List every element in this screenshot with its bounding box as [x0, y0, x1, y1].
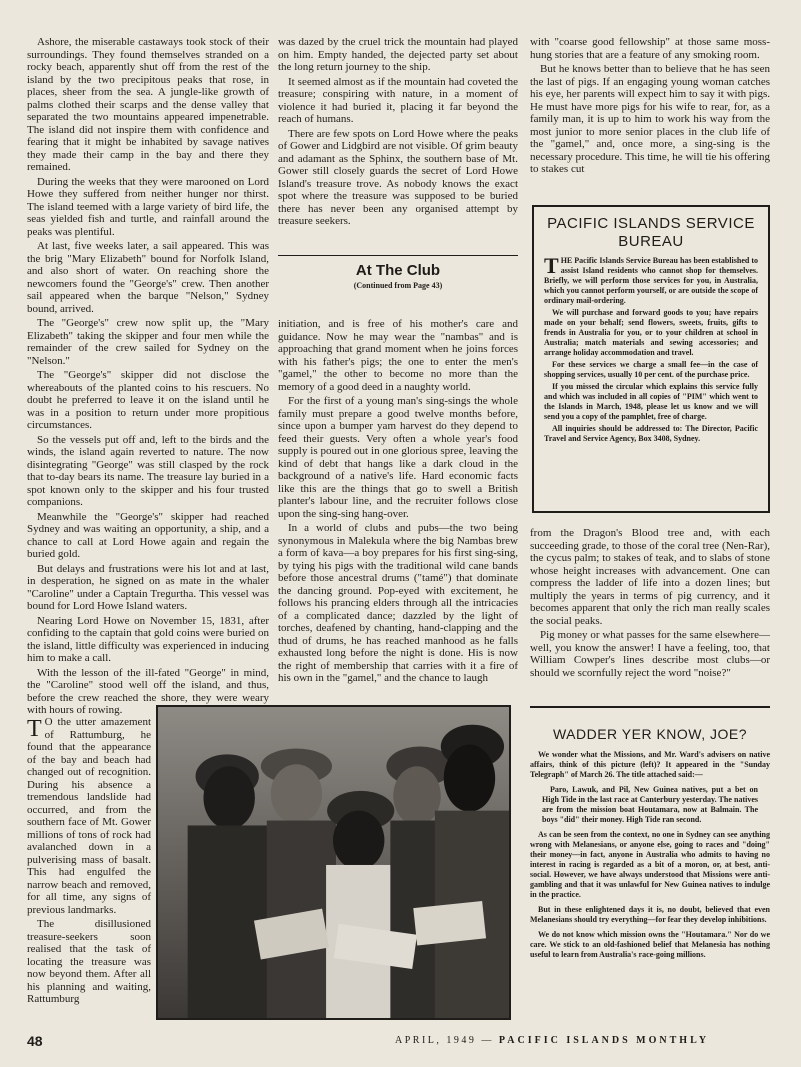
paragraph: We do not know which mission owns the "Houtamara." Nor do we care. We stick to an old-fashioned belief that Melanesia has nothing useful to learn from Australia's race-going millions.: [530, 930, 770, 959]
paragraph: During the weeks that they were marooned on Lord Howe they suffered from neither hunger nor thirst. The island teemed with a large variety of bird life, the seas yielded fish and turtle, and rainfall around the peaks was plentiful.: [27, 175, 269, 238]
paragraph: For these services we charge a small fee—in the case of shopping services, usually 10 per cent. of the purchase price.: [544, 360, 758, 379]
paragraph: For the first of a young man's sing-sings the whole family must prepare a good twelve months before, since upon a bumper yam harvest do they depend to feed their guests. Very often a whole year's food supply is poured out in one glorious spree, leaving the kind of debt that hangs like a dark cloud in the background of a native's life. Hard economic facts like this are the things that go to swell a British planter's labour line, and the recruiter follows close upon the sing-sing hang-over.: [278, 395, 518, 520]
magazine-name: PACIFIC ISLANDS MONTHLY: [498, 1035, 710, 1046]
club-heading: [278, 262, 518, 290]
club-article-column: [278, 318, 518, 687]
paragraph: In a world of clubs and pubs—the two being synonymous in Malekula where the big Nambas brew a form of kava—a boy prepares for his first sing-sing, by tying his pigs with the traditional wild cane bands before those ancestral drums ("tamé") that dominate the dancing ground. Pop-eyed with excitement, he follows his prancing elders through all the intricacies of a complicated dance; dazzled by the light of torches, deafened by chanting, hand-clapping and the thud of drums, he has reached manhood as he falls exhausted long before the night is done. His is now the right of membership that carries with it a fire of his own in the "gamel," and the chance to laugh: [278, 522, 518, 684]
paragraph: Nearing Lord Howe on November 15, 1831, after confiding to the captain that gold coins were buried on the island, little difficulty was experienced in inducing him to make a call.: [27, 614, 269, 664]
paragraph: It seemed almost as if the mountain had coveted the treasure; conspiring with nature, in a moment of violence it had buried it, placing it far beyond the reach of humans.: [278, 75, 518, 125]
paragraph: The "George's" crew now split up, the "Mary Elizabeth" taking the skipper and four men while the remainder of the crew sailed for Sydney on the "Nelson.": [27, 317, 269, 367]
wadder-title: WADDER YER KNOW, JOE?: [552, 726, 748, 742]
paragraph: Ashore, the miserable castaways took stock of their surroundings. They found themselves stranded on a rocky beach, apparently shut off from the rest of the island by the two precipitous peaks that rose, in places, sheer from the sea. A jungle-like growth of palms clothed their scarps and the dense valley that separated the two mountains appeared impenetrable. The island did not inspire them with confidence and fearing that it might be inhabited by savage natives they made their camp in the bay and there they remained.: [27, 36, 269, 173]
article-column-2: [278, 36, 518, 230]
article-column-1-continued: [27, 716, 151, 1008]
paragraph: The disillusioned treasure-seekers soon realised that the task of locating the treasure was now beyond them. After all his planning and waiting, Rattumburg: [27, 918, 151, 1005]
paragraph: All inquiries should be addressed to: The Director, Pacific Travel and Service Agency, Box 3408, Sydney.: [544, 424, 758, 443]
page-footer: [27, 1033, 770, 1049]
paragraph: We wonder what the Missions, and Mr. Ward's advisers on native affairs, think of this picture (left)? It appeared in the "Sunday Telegraph" of March 26. The title attached said:—: [530, 750, 770, 779]
quoted-caption: Paro, Lawuk, and Pil, New Guinea natives, put a bet on High Tide in the last race at Canterbury yesterday. The natives are from the mission boat Houtamara, now at Balmain. The boys "did" their money. High Tide ran second.: [542, 785, 758, 824]
wadder-yer-know-column: [530, 708, 770, 965]
paragraph: The "George's" skipper did not disclose the whereabouts of the planted coins to his rescuers. No doubt he preferred to leave it on the island until he was in a position to return under more propitious circumstances.: [27, 369, 269, 431]
paragraph: At last, five weeks later, a sail appeared. This was the brig "Mary Elizabeth" bound for Norfolk Island, and also short of water. On reaching shore the newcomers found the "George's" crew. Then another sail appeared when the barque "Nelson," Sydney bound, arrived.: [27, 240, 269, 315]
paragraph: There are few spots on Lord Howe where the peaks of Gower and Lidgbird are not visible. Of grim beauty and adamant as the Sphinx, the southern base of Mt. Gower still closely guards the secret of Lord Howe Island's treasure trove. As nobody knows the exact spot where the treasure was supposed to be buried there has never been any organised attempt by treasure seekers.: [278, 127, 518, 227]
club-article-column-3-continued: [530, 527, 770, 681]
club-article-column-3: [530, 36, 770, 178]
column-divider: [278, 255, 518, 256]
club-title: At The Club: [355, 262, 441, 279]
service-bureau-title: PACIFIC ISLANDS SERVICE BUREAU: [547, 215, 755, 250]
club-subtitle: (Continued from Page 43): [353, 281, 443, 290]
paragraph: Meanwhile the "George's" skipper had reached Sydney and was waiting an opportunity, a ship, and a chance to call at Lord Howe again and regain the buried gold.: [27, 510, 269, 560]
paragraph: But delays and frustrations were his lot and at last, in desperation, he signed on as mate in the whaler "Caroline" under a Captain Tregurtha. This vessel was bound for Lord Howe Island waters.: [27, 562, 269, 612]
paragraph: We will purchase and forward goods to you; have repairs made on your behalf; send flowers, sweets, fruits, gifts to frends in Australia for you, or to your children at school in Australia; match materials and sewing accessories; and arrange holiday accommodation and travel.: [544, 308, 758, 357]
paragraph: But in these enlightened days it is, no doubt, believed that even Melanesians should try everything—for fear they develop inhibitions.: [530, 905, 770, 924]
paragraph: Pig money or what passes for the same elsewhere—well, you know the answer! I have a feeling, too, that William Cowper's lines describe most clubs—or should we scornfully reject the word "noise?": [530, 629, 770, 679]
paragraph: As can be seen from the context, no one in Sydney can see anything wrong with Melanesians, or anyone else, going to races and "doing" their money—in fact, anyone in Australia who admits to having no interest in racing is regarded as a bit of a moron, or, at best, anti-social. However, we have always understood that Missions were anti-gambling and that it was unlawful for New Guinea natives to indulge in the practice.: [530, 830, 770, 899]
drop-cap: T: [27, 716, 42, 742]
paragraph: with "coarse good fellowship" at those same moss-hung stories that are a feature of any smoking room.: [530, 36, 770, 61]
paragraph: THE Pacific Islands Service Bureau has been established to assist Island residents who cannot shop for themselves. Briefly, we will perform those services for you, in Australia, which you cannot perform yourself, or are outside the scope of ordinary mail-ordering.: [544, 253, 758, 305]
paragraph: was dazed by the cruel trick the mountain had played on him. Empty handed, the dejected party set about the long return journey to the ship.: [278, 36, 518, 73]
paragraph: If you missed the circular which explains this service fully and which was included in all copies of "PIM" which went to the Islands in March, 1948, please let us know and we will send you a copy of the pamphlet, free of charge.: [544, 382, 758, 421]
paragraph: initiation, and is free of his mother's care and guidance. Now he may wear the "nambas" and is approaching that grand moment when he joins forces with his father's pigs; the one to enter the men's "gamel," the other to become no more than the memory of a good deed in a naughty world.: [278, 318, 518, 393]
paragraph: So the vessels put off and, left to the birds and the winds, the island again reverted to nature. The now disintegrating "George" was still clasped by the rock that to-day bears its name. The treasure lay buried in a spot known only to the skipper and his four trusted companions.: [27, 433, 269, 508]
paragraph: from the Dragon's Blood tree and, with each succeeding grade, to those of the coral tree (Nen-Rar), the cycus palm; to stakes of teak, and to slabs of stone whose height increases with advancement. One can compress the ladder of life into a dozen lines; but multiply the years in terms of pig currency, and it becomes apparent that only the rich man really scales the social peaks.: [530, 527, 770, 627]
running-footer: APRIL, 1949 — PACIFIC ISLANDS MONTHLY: [395, 1035, 710, 1046]
paragraph: T O the utter amazement of Rattumburg, he found that the appearance of the bay and beach had changed out of recognition. During his absence a tremendous landslide had occurred, and from the southern face of Mt. Gower millions of tons of rock had avalanched down in a pulverising mass of basalt. This had engulfed the narrow beach and removed, for all time, any signs of previous landmarks.: [27, 716, 151, 916]
paragraph: With the lesson of the ill-fated "George" in mind, the "Caroline" stood well off the island, and thus, before the crew reached the shore, they were weary with hours of rowing.: [27, 666, 269, 716]
issue-date: APRIL, 1949: [395, 1035, 477, 1046]
photo-image: [158, 707, 509, 1018]
page-number: 48: [27, 1033, 43, 1049]
article-column-1: [27, 36, 269, 719]
paragraph: But he knows better than to believe that he has seen the last of pigs. If an engaging young woman catches his eye, her parents will expect him to say it with pigs. He must have more pigs for his wife to rear, for, as a family man, it is up to him to work his way from the most junior to more senior places in the club life of the "gamel," and, once more, a sing-sing is the necessary procedure. This time, he will tie his offering to stakes cut: [530, 63, 770, 175]
news-photo: [156, 705, 511, 1020]
service-bureau-box: [532, 205, 770, 513]
drop-cap: T: [544, 253, 559, 278]
